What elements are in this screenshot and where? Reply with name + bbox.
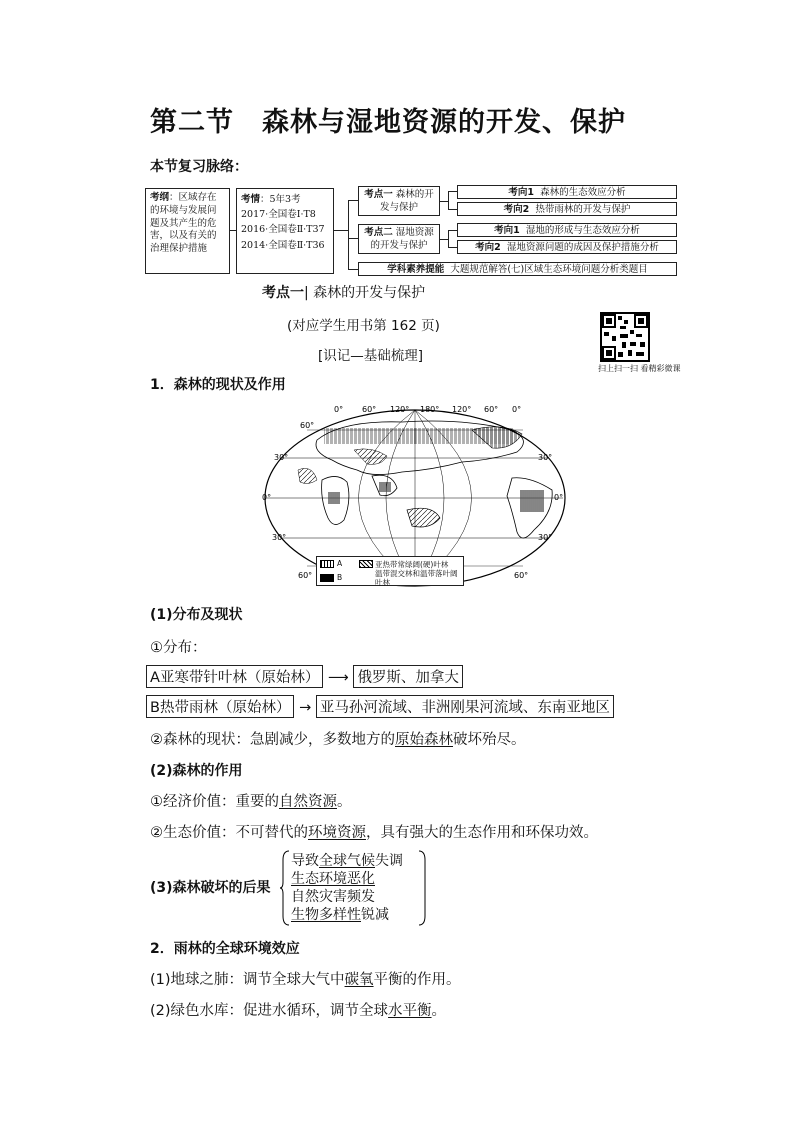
p1-direction-2: 考向2 热带雨林的开发与保护 <box>457 202 677 216</box>
legend-swatch-c <box>359 560 373 568</box>
lat-label: 0° <box>554 493 564 502</box>
lon-label: 180° <box>420 405 440 414</box>
heading-2: 2．雨林的全球环境效应 <box>150 941 300 957</box>
consequence-2: 生态环境恶化 <box>291 871 375 887</box>
distribution-label: ①分布： <box>150 640 207 656</box>
lon-label: 60° <box>484 405 499 414</box>
exam-box <box>236 188 334 274</box>
legend-d: 温带混交林和温带落叶阔叶林 <box>375 569 458 587</box>
qr-caption: 扫上扫一扫 看精彩微课 <box>598 364 681 373</box>
point2-box <box>358 224 440 254</box>
distribution-row-b <box>146 695 614 718</box>
consequence-4: 生物多样性锐减 <box>291 907 389 923</box>
lat-label: 30° <box>272 533 287 542</box>
exam-line: 2014·全国卷Ⅱ·T36 <box>241 239 325 251</box>
review-heading: 本节复习脉络： <box>150 159 248 175</box>
economic-value: ①经济价值：重要的自然资源。 <box>150 794 352 810</box>
legend-swatch-b <box>320 574 334 582</box>
exam-line: 2017·全国卷Ⅰ·T8 <box>241 209 316 221</box>
syllabus-label: 考纲 <box>150 192 170 203</box>
point1-label: 考点一 <box>364 189 393 200</box>
book-reference: (对应学生用书第 162 页) <box>287 318 440 334</box>
map-legend <box>316 556 464 586</box>
lon-label: 0° <box>334 405 344 414</box>
section-heading: 考点一| 森林的开发与保护 <box>262 285 426 301</box>
syllabus-box <box>145 188 230 274</box>
lat-label: 60° <box>514 571 529 580</box>
ecological-value: ②生态价值：不可替代的环境资源，具有强大的生态作用和环保功效。 <box>150 825 598 841</box>
arrow-icon: → <box>299 700 312 716</box>
lon-label: 120° <box>452 405 472 414</box>
p2-direction-1: 考向1 湿地的形成与生态效应分析 <box>457 223 677 237</box>
lat-label: 60° <box>298 571 313 580</box>
lon-label: 0° <box>512 405 522 414</box>
legend-swatch-a <box>320 560 334 568</box>
left-brace-icon <box>280 850 290 926</box>
row-b-forest: B热带雨林（原始林） <box>146 695 294 718</box>
forest-status: ②森林的现状：急剧减少，多数地方的原始森林破坏殆尽。 <box>150 732 526 748</box>
consequence-1: 导致全球气候失调 <box>291 853 403 869</box>
exam-label: 考情 <box>241 194 261 205</box>
sub-heading-1-3: (3)森林破坏的后果 <box>150 880 271 896</box>
arrow-icon: ⟶ <box>328 670 349 686</box>
right-brace-icon <box>418 850 428 926</box>
literacy-box: 学科素养提能 大题规范解答(七)区域生态环境问题分析类题目 <box>358 262 677 276</box>
lat-label: 30° <box>538 453 553 462</box>
consequence-3: 自然灾害频发 <box>291 889 375 905</box>
lon-label: 60° <box>362 405 377 414</box>
legend-a: A <box>337 559 343 568</box>
point1-box <box>358 186 440 216</box>
point1-text: 森林的开发与保护 <box>379 189 434 213</box>
exam-line: 2016·全国卷Ⅱ·T37 <box>241 224 325 236</box>
syllabus-text: ：区域存在的环境与发展问题及其产生的危害，以及有关的治理保护措施 <box>150 192 217 255</box>
qr-code-icon[interactable] <box>600 312 650 362</box>
memory-subheading: [识记—基础梳理] <box>318 348 424 364</box>
row-b-region: 亚马孙河流域、非洲刚果河流域、东南亚地区 <box>316 695 614 718</box>
sub-heading-1-2: (2)森林的作用 <box>150 763 243 779</box>
legend-c: 亚热带常绿阔(硬)叶林 <box>375 560 449 569</box>
legend-b: B <box>337 573 343 582</box>
lat-label: 0° <box>262 493 272 502</box>
distribution-row-a <box>146 665 463 688</box>
heading-1: 1．森林的现状及作用 <box>150 377 286 393</box>
row-a-region: 俄罗斯、加拿大 <box>353 665 463 688</box>
point2-text: 湿地资源的开发与保护 <box>370 227 434 251</box>
green-reservoir: (2)绿色水库：促进水循环，调节全球水平衡。 <box>150 1003 447 1019</box>
point2-label: 考点二 <box>364 227 393 238</box>
p2-direction-2: 考向2 湿地资源问题的成因及保护措施分析 <box>457 240 677 254</box>
sub-heading-1-1: (1)分布及现状 <box>150 607 243 623</box>
exam-head: ：5年3考 <box>260 194 301 205</box>
p1-direction-1: 考向1 森林的生态效应分析 <box>457 185 677 199</box>
page-title: 第二节 森林与湿地资源的开发、保护 <box>150 107 626 138</box>
row-a-forest: A亚寒带针叶林（原始林） <box>146 665 323 688</box>
lat-label: 30° <box>274 453 289 462</box>
lat-label: 30° <box>538 533 553 542</box>
earth-lung: (1)地球之肺：调节全球大气中碳氧平衡的作用。 <box>150 972 461 988</box>
lat-label: 60° <box>300 421 315 430</box>
lon-label: 120° <box>390 405 410 414</box>
